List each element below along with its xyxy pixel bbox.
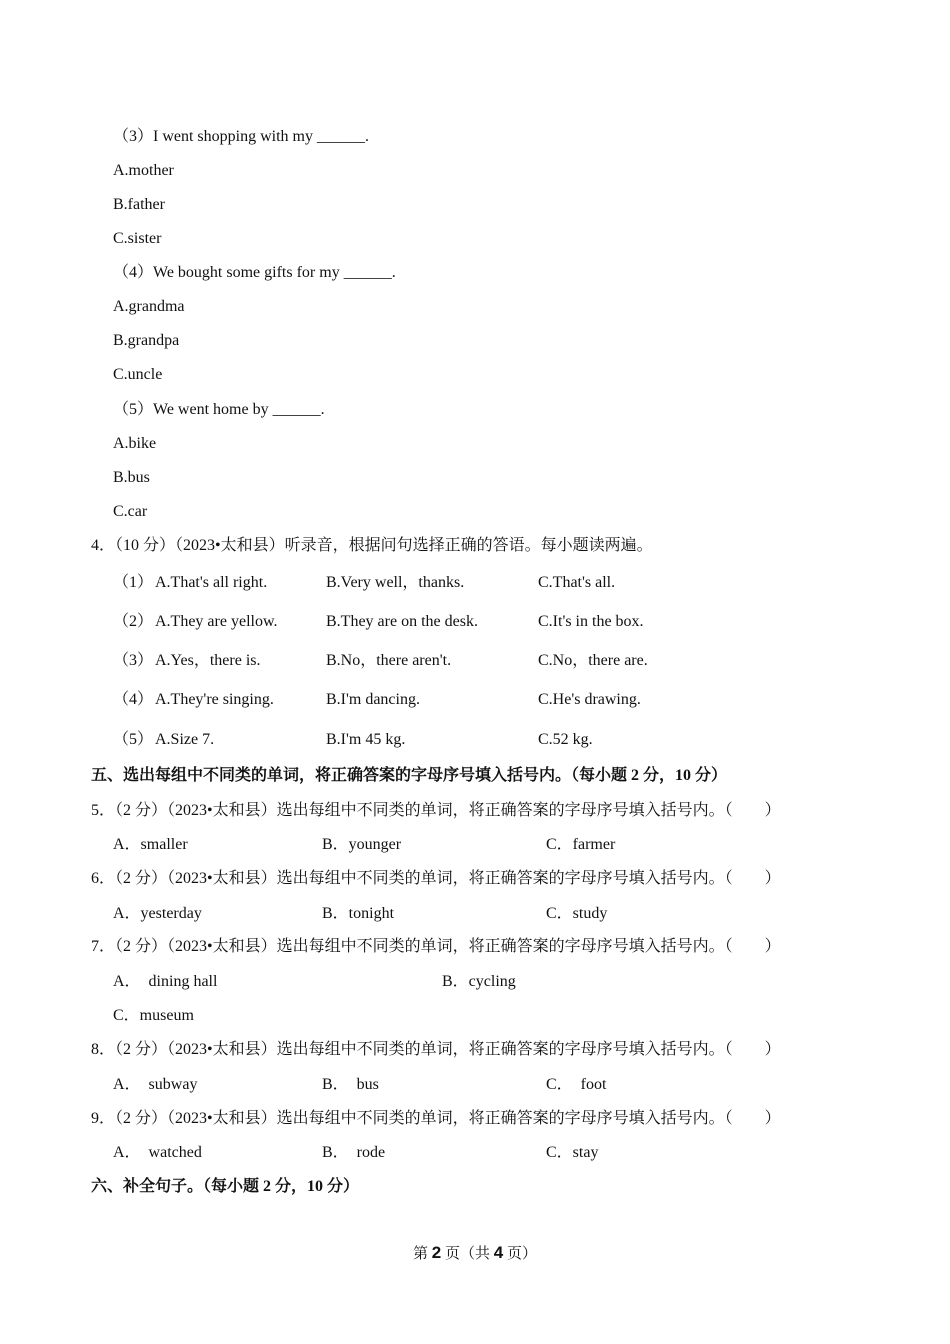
q4-row-3-number: （3） [113, 652, 154, 669]
q3-item-3-option-b: B.father [113, 196, 165, 213]
q4-row-3-option-b: B.No，there aren't. [326, 652, 452, 669]
q3-item-5-option-b: B.bus [113, 469, 150, 486]
q4-title: 4．（10 分）（2023•太和县）听录音，根据问句选择正确的答语。每小题读两遍。 [91, 537, 653, 554]
q4-row-2-option-c: C.It's in the box. [538, 613, 644, 630]
section-6-heading: 六、补全句子。（每小题 2 分，10 分） [91, 1178, 360, 1195]
q8-option-a: A． subway [113, 1076, 198, 1093]
q4-row-5-number: （5） [113, 731, 154, 748]
q4-row-2-option-a: A.They are yellow. [155, 613, 278, 630]
q3-item-4-option-b: B.grandpa [113, 332, 180, 349]
q5-option-a: A．smaller [113, 836, 188, 853]
q3-item-3-option-a: A.mother [113, 162, 174, 179]
q7-option-a: A． dining hall [113, 973, 218, 990]
q8-stem: 8．（2 分）（2023•太和县）选出每组中不同类的单词，将正确答案的字母序号填入括号内。（ ） [91, 1041, 781, 1058]
q6-option-c: C．study [546, 905, 608, 922]
q7-option-b: B．cycling [442, 973, 516, 990]
q4-row-4-option-a: A.They're singing. [155, 691, 274, 708]
q8-option-c: C． foot [546, 1076, 607, 1093]
q8-option-b: B． bus [322, 1076, 379, 1093]
q5-option-b: B．younger [322, 836, 402, 853]
footer-prefix: 第 [413, 1246, 432, 1262]
q4-row-1-number: （1） [113, 574, 154, 591]
q9-option-c: C．stay [546, 1144, 599, 1161]
q9-option-b: B． rode [322, 1144, 386, 1161]
q7-option-c: C．museum [113, 1007, 194, 1024]
q4-row-3-option-c: C.No，there are. [538, 652, 648, 669]
footer-mid: 页（共 [441, 1246, 494, 1262]
q6-option-b: B．tonight [322, 905, 395, 922]
footer-page-number: 2 [431, 1243, 442, 1262]
q4-row-5-option-b: B.I'm 45 kg. [326, 731, 406, 748]
q4-row-5-option-c: C.52 kg. [538, 731, 593, 748]
q5-option-c: C．farmer [546, 836, 616, 853]
q3-item-3-option-c: C.sister [113, 230, 162, 247]
q3-item-5-stem: （5）We went home by ______. [113, 401, 325, 418]
footer-total-pages: 4 [493, 1243, 504, 1262]
q3-item-5-option-a: A.bike [113, 435, 157, 452]
q4-row-4-option-b: B.I'm dancing. [326, 691, 420, 708]
q4-row-4-number: （4） [113, 691, 154, 708]
q3-item-3-stem: （3）I went shopping with my ______. [113, 128, 369, 145]
page-footer [0, 1243, 950, 1264]
footer-suffix: 页） [503, 1246, 537, 1262]
q6-option-a: A．yesterday [113, 905, 202, 922]
q5-stem: 5．（2 分）（2023•太和县）选出每组中不同类的单词，将正确答案的字母序号填入括号内。（ ） [91, 802, 781, 819]
q4-row-1-option-c: C.That's all. [538, 574, 616, 591]
q4-row-2-option-b: B.They are on the desk. [326, 613, 478, 630]
q3-item-4-stem: （4）We bought some gifts for my ______. [113, 264, 396, 281]
q3-item-4-option-a: A.grandma [113, 298, 185, 315]
q6-stem: 6．（2 分）（2023•太和县）选出每组中不同类的单词，将正确答案的字母序号填入括号内。（ ） [91, 870, 781, 887]
q7-stem: 7．（2 分）（2023•太和县）选出每组中不同类的单词，将正确答案的字母序号填入括号内。（ ） [91, 938, 781, 955]
q4-row-1-option-a: A.That's all right. [155, 574, 268, 591]
q3-item-5-option-c: C.car [113, 503, 148, 520]
q4-row-3-option-a: A.Yes，there is. [155, 652, 261, 669]
q4-row-1-option-b: B.Very well，thanks. [326, 574, 465, 591]
q9-stem: 9．（2 分）（2023•太和县）选出每组中不同类的单词，将正确答案的字母序号填入括号内。（ ） [91, 1110, 781, 1127]
q4-row-5-option-a: A.Size 7. [155, 731, 215, 748]
q4-row-4-option-c: C.He's drawing. [538, 691, 641, 708]
section-5-heading: 五、选出每组中不同类的单词，将正确答案的字母序号填入括号内。（每小题 2 分，10 分） [91, 767, 728, 784]
q9-option-a: A． watched [113, 1144, 202, 1161]
q3-item-4-option-c: C.uncle [113, 366, 163, 383]
q4-row-2-number: （2） [113, 613, 154, 630]
